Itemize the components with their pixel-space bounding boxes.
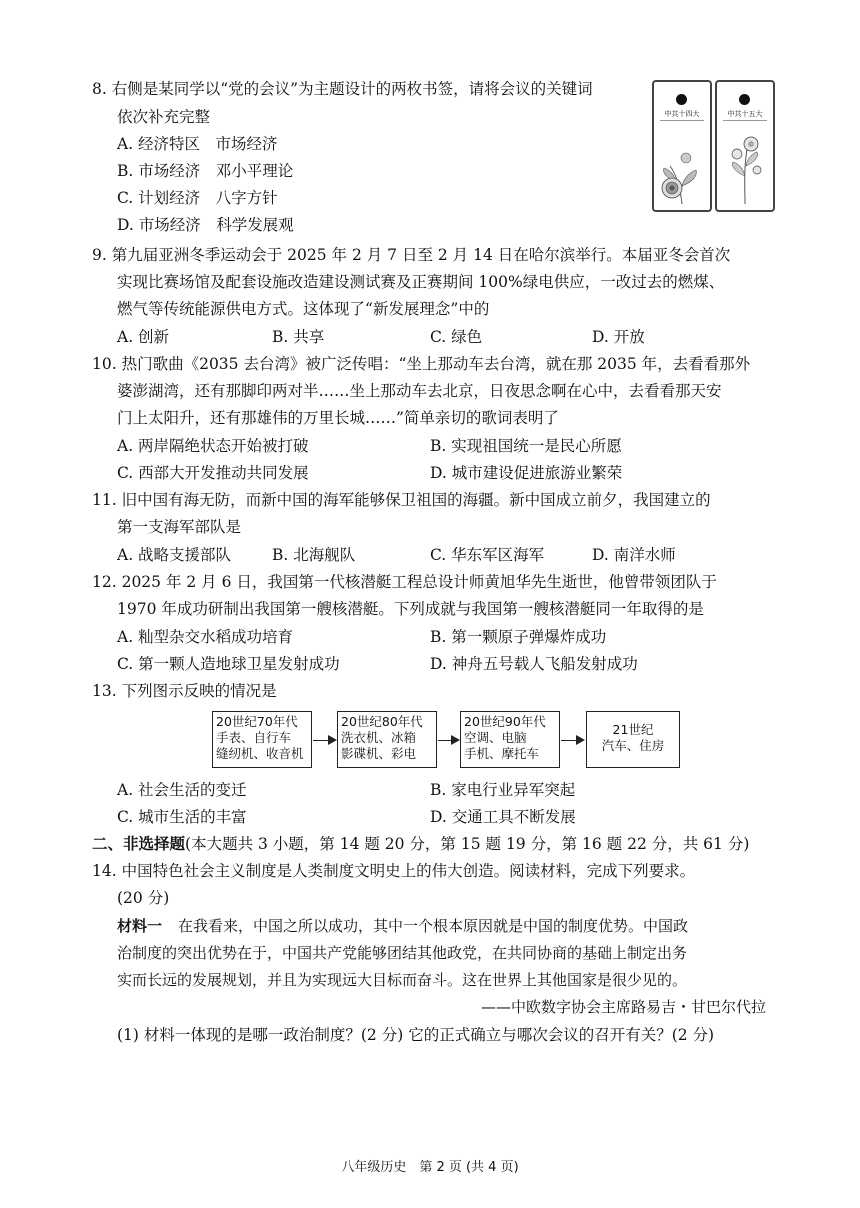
- flow-box-21st-century: [586, 711, 680, 768]
- q8-option-c[interactable]: C. 计划经济 八字方针: [117, 189, 278, 207]
- q8-option-d[interactable]: D. 市场经济 科学发展观: [117, 216, 294, 234]
- bookmark-hole: [739, 94, 750, 105]
- q12-option-c[interactable]: C. 第一颗人造地球卫星发射成功: [117, 655, 340, 673]
- flow-box-title: 20世纪80年代: [341, 714, 423, 729]
- q11-stem-line1: 11. 旧中国有海无防，而新中国的海军能够保卫祖国的海疆。新中国成立前夕，我国建立的: [92, 491, 711, 509]
- flow-arrow: [438, 740, 458, 741]
- material-one-line1: [117, 915, 688, 937]
- flow-box-items: 洗衣机、冰箱: [341, 730, 417, 745]
- flow-box-1980s: [337, 711, 437, 768]
- q9-stem-line3: 燃气等传统能源供电方式。这体现了“新发展理念”中的: [117, 300, 490, 318]
- q10-option-a[interactable]: A. 两岸隔绝状态开始被打破: [117, 437, 309, 455]
- q12-option-b[interactable]: B. 第一颗原子弹爆炸成功: [430, 628, 607, 646]
- flow-box-title: 20世纪90年代: [464, 714, 546, 729]
- material-one-line2: 治制度的突出优势在于，中国共产党能够团结其他政党，在共同协商的基础上制定出务: [117, 944, 688, 962]
- q10-option-c[interactable]: C. 西部大开发推动共同发展: [117, 464, 309, 482]
- q10-stem-line3: 门上太阳升，还有那雄伟的万里长城……”简单亲切的歌词表明了: [117, 409, 559, 427]
- q12-stem-line1: 12. 2025 年 2 月 6 日，我国第一代核潜艇工程总设计师黄旭华先生逝世，他曾带领团队于: [92, 573, 717, 591]
- flow-box-1990s: [460, 711, 560, 768]
- q10-option-b[interactable]: B. 实现祖国统一是民心所愿: [430, 437, 622, 455]
- flow-arrow: [313, 740, 335, 741]
- flow-box-title: 20世纪70年代: [216, 714, 298, 729]
- q8-option-b[interactable]: B. 市场经济 邓小平理论: [117, 162, 294, 180]
- q10-stem-line1: 10. 热门歌曲《2035 去台湾》被广泛传唱：“坐上那动车去台湾，就在那 2035 年，去看看那外: [92, 355, 751, 373]
- flow-arrow: [561, 740, 583, 741]
- flow-box-items: 手机、摩托车: [464, 746, 540, 761]
- flow-box-items: 缝纫机、收音机: [216, 746, 304, 761]
- q11-option-d[interactable]: D. 南洋水师: [592, 546, 676, 564]
- q9-option-d[interactable]: D. 开放: [592, 328, 645, 346]
- q11-option-b[interactable]: B. 北海舰队: [272, 546, 356, 564]
- q14-stem-line2: (20 分): [117, 889, 170, 907]
- material-one-text: 在我看来，中国之所以成功，其中一个根本原因就是中国的制度优势。中国政: [178, 917, 689, 935]
- q8-stem-line2: 依次补充完整: [117, 108, 211, 126]
- q11-option-a[interactable]: A. 战略支援部队: [117, 546, 232, 564]
- q13-stem: 13. 下列图示反映的情况是: [92, 682, 277, 700]
- q9-stem-line1: 9. 第九届亚洲冬季运动会于 2025 年 2 月 7 日至 2 月 14 日在哈尔滨举行。本届亚冬会首次: [92, 246, 731, 264]
- material-one-label: 材料一: [117, 917, 163, 935]
- section-two-heading: [92, 833, 749, 855]
- material-one-line3: 实而长远的发展规划，并且为实现远大目标而奋斗。这在世界上其他国家是很少见的。: [117, 971, 688, 989]
- bookmark-1-title: 中共十四大: [664, 110, 700, 118]
- section-two-description: (本大题共 3 小题，第 14 题 20 分，第 15 题 19 分，第 16 题 22 分，共 61 分): [185, 835, 750, 853]
- q10-stem-line2: 婆澎湖湾，还有那脚印两对半……坐上那动车去北京，日夜思念啊在心中，去看看那天安: [117, 382, 722, 400]
- q14-sub-question-1: (1) 材料一体现的是哪一政治制度？(2 分) 它的正式确立与哪次会议的召开有关？(2 分): [117, 1026, 715, 1044]
- q13-option-d[interactable]: D. 交通工具不断发展: [430, 808, 576, 826]
- q8-stem-line1: 8. 右侧是某同学以“党的会议”为主题设计的两枚书签，请将会议的关键词: [92, 80, 593, 98]
- q12-option-d[interactable]: D. 神舟五号载人飞船发射成功: [430, 655, 638, 673]
- q11-option-c[interactable]: C. 华东军区海军: [430, 546, 545, 564]
- bookmark-1: [652, 80, 712, 212]
- flower-branch-illustration: [719, 126, 771, 206]
- section-two-title: 二、非选择题: [92, 834, 186, 853]
- q13-option-a[interactable]: A. 社会生活的变迁: [117, 781, 247, 799]
- q8-option-a[interactable]: A. 经济特区 市场经济: [117, 135, 278, 153]
- flow-box-1970s: [212, 711, 312, 768]
- peony-flower-illustration: [656, 126, 708, 206]
- flow-box-items: 汽车、住房: [601, 738, 665, 753]
- q10-option-d[interactable]: D. 城市建设促进旅游业繁荣: [430, 464, 623, 482]
- q12-stem-line2: 1970 年成功研制出我国第一艘核潜艇。下列成就与我国第一艘核潜艇同一年取得的是: [117, 600, 704, 618]
- q9-option-b[interactable]: B. 共享: [272, 328, 325, 346]
- page-footer: 八年级历史 第 2 页 (共 4 页): [341, 1160, 519, 1175]
- q13-option-c[interactable]: C. 城市生活的丰富: [117, 808, 247, 826]
- bookmark-2: [715, 80, 775, 212]
- flow-box-title: 21世纪: [612, 722, 654, 737]
- flow-box-items: 手表、自行车: [216, 730, 292, 745]
- material-one-source: ——中欧数字协会主席路易吉・甘巴尔代拉: [480, 998, 766, 1016]
- bookmark-2-title: 中共十五大: [727, 110, 763, 118]
- q12-option-a[interactable]: A. 籼型杂交水稻成功培育: [117, 628, 294, 646]
- q14-stem-line1: 14. 中国特色社会主义制度是人类制度文明史上的伟大创造。阅读材料，完成下列要求。: [92, 862, 696, 880]
- bookmark-hole: [676, 94, 687, 105]
- q9-option-c[interactable]: C. 绿色: [430, 328, 483, 346]
- q9-option-a[interactable]: A. 创新: [117, 328, 170, 346]
- q9-stem-line2: 实现比赛场馆及配套设施改造建设测试赛及正赛期间 100%绿电供应，一改过去的燃煤、: [117, 273, 725, 291]
- flow-box-items: 空调、电脑: [464, 730, 527, 745]
- q11-stem-line2: 第一支海军部队是: [117, 518, 242, 536]
- flow-box-items: 影碟机、彩电: [341, 746, 417, 761]
- q13-option-b[interactable]: B. 家电行业异军突起: [430, 781, 576, 799]
